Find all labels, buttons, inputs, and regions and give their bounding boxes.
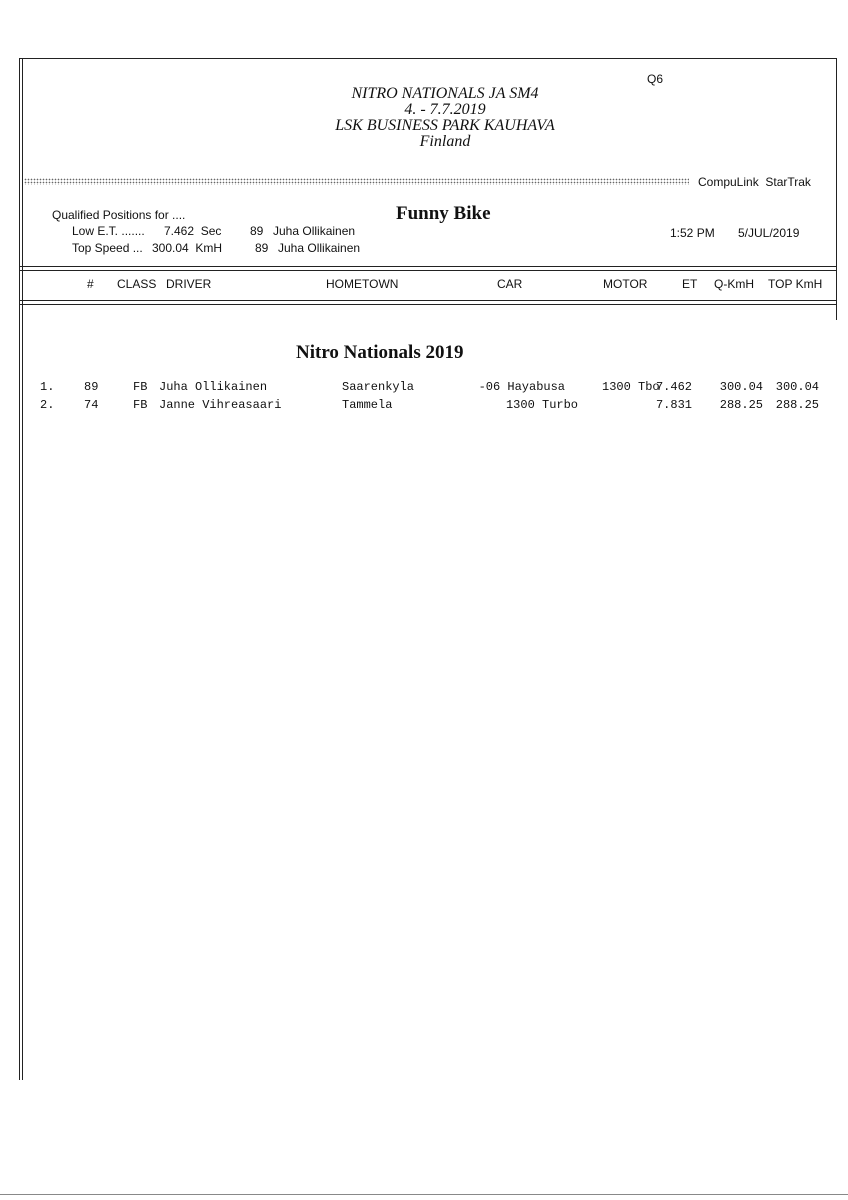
corner-code: Q6 (647, 72, 664, 86)
row-motor: 1300 Tbo (602, 380, 660, 394)
col-motor: MOTOR (603, 277, 648, 291)
row-qkmh: 300.04 (719, 380, 763, 394)
table-row (0, 398, 848, 414)
col-qkmh: Q-KmH (714, 277, 754, 291)
col-topkmh: TOP KmH (768, 277, 823, 291)
header-rule-top (19, 266, 837, 271)
col-num: # (87, 277, 94, 291)
top-speed-label: Top Speed ... (72, 241, 143, 255)
header-rule-bottom (19, 300, 837, 305)
row-et: 7.831 (655, 398, 692, 412)
event-venue: LSK BUSINESS PARK KAUHAVA (335, 117, 555, 134)
report-time: 1:52 PM (670, 226, 715, 240)
row-pos: 2. (40, 398, 55, 412)
row-qkmh: 288.25 (719, 398, 763, 412)
report-date: 5/JUL/2019 (738, 226, 800, 240)
table-row (0, 380, 848, 396)
frame-bottom-line (0, 1194, 848, 1195)
top-speed-value: 300.04 KmH (152, 241, 223, 255)
top-speed-driver: Juha Ollikainen (278, 241, 361, 255)
frame-left-line (19, 58, 20, 1080)
top-speed-number: 89 (255, 241, 269, 255)
software-name: CompuLink StarTrak (698, 175, 811, 189)
col-hometown: HOMETOWN (326, 277, 399, 291)
low-et-driver: Juha Ollikainen (273, 224, 356, 238)
low-et-label: Low E.T. ....... (72, 224, 145, 238)
row-car: 1300 Turbo (505, 398, 578, 412)
event-header (265, 86, 625, 150)
low-et-number: 89 (250, 224, 264, 238)
col-car: CAR (497, 277, 523, 291)
row-num: 89 (84, 380, 99, 394)
dotted-separator (24, 178, 689, 185)
row-driver: Janne Vihreasaari (159, 398, 282, 412)
qualified-label: Qualified Positions for .... (52, 208, 186, 222)
row-num: 74 (84, 398, 99, 412)
row-topkmh: 288.25 (775, 398, 819, 412)
row-topkmh: 300.04 (775, 380, 819, 394)
row-class: FB (133, 398, 148, 412)
row-pos: 1. (40, 380, 55, 394)
frame-left-line-inner (22, 58, 23, 1080)
section-title: Nitro Nationals 2019 (296, 342, 464, 363)
row-car: -06 Hayabusa (478, 380, 565, 394)
row-hometown: Saarenkyla (342, 380, 415, 394)
col-class: CLASS (117, 277, 157, 291)
class-title: Funny Bike (396, 203, 491, 224)
row-hometown: Tammela (342, 398, 393, 412)
row-driver: Juha Ollikainen (159, 380, 268, 394)
row-class: FB (133, 380, 148, 394)
low-et-value: 7.462 Sec (164, 224, 222, 238)
frame-right-line (836, 58, 837, 320)
col-driver: DRIVER (166, 277, 212, 291)
event-name: NITRO NATIONALS JA SM4 (351, 85, 539, 102)
event-dates: 4. - 7.7.2019 (404, 101, 486, 118)
row-et: 7.462 (655, 380, 692, 394)
col-et: ET (682, 277, 698, 291)
event-country: Finland (419, 133, 471, 150)
frame-top-line (19, 58, 837, 59)
